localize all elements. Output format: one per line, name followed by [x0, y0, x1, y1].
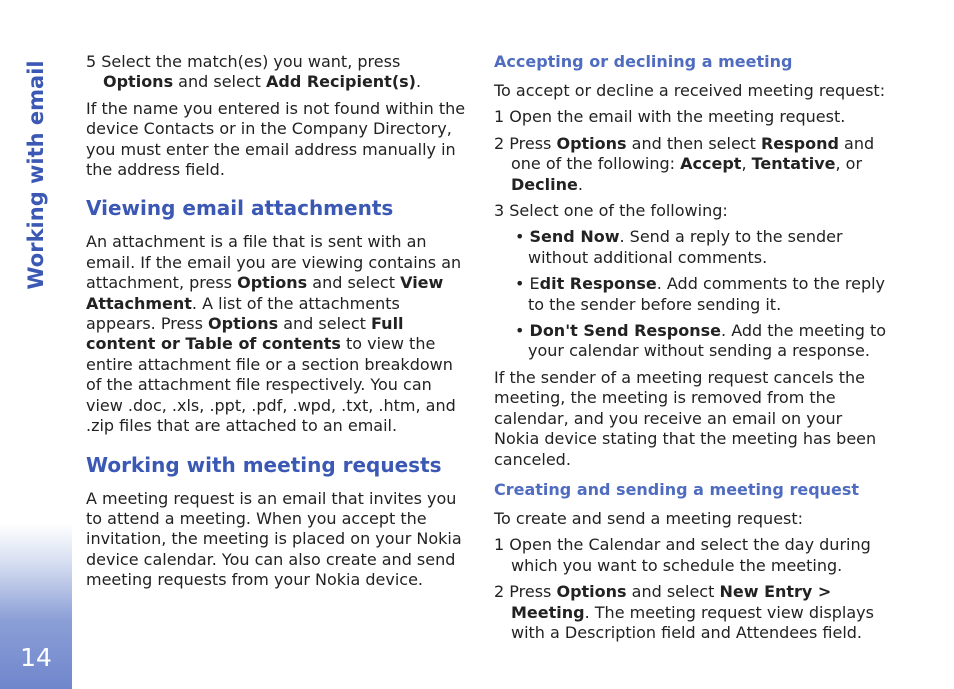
accept-step-2: 2 Press Options and then select Respond and one of the following: Accept, Tentative, or Decline. — [494, 133, 875, 194]
paragraph-attachments: An attachment is a file that is sent with an email. If the email you are viewing contains an attachment, press Options and select View Attachment. A list of the attachments appears. Press Options and select Full content or Table of contents to view the entire attachment file or a section breakdown of the attachment file respectively. You can view .doc, .xls, .ppt, .pdf, .wpd, .txt, .htm, and .zip files that are attached to an email. — [86, 232, 462, 436]
create-step-1: 1 Open the Calendar and select the day during which you want to schedule the meeting. — [494, 535, 871, 575]
create-step-2: 2 Press Options and select New Entry > Meeting. The meeting request view displays with a Description field and Attendees field. — [494, 582, 874, 642]
paragraph-cancel: If the sender of a meeting request cancels the meeting, the meeting is removed from the calendar, and you receive an email on your Nokia device stating that the meeting has been canceled. — [494, 367, 877, 469]
intro-accept: To accept or decline a received meeting request: — [494, 81, 886, 100]
bullet-send-now: • Send Now. Send a reply to the sender without additional comments. — [515, 227, 843, 267]
heading-meeting-requests: Working with meeting requests — [86, 452, 442, 477]
section-title: Working with email — [24, 60, 48, 290]
heading-accepting-declining: Accepting or declining a meeting — [494, 52, 793, 71]
paragraph-meeting-requests: A meeting request is an email that invites you to attend a meeting. When you accept the invitation, the meeting is placed on your Nokia device calendar. You can also create and send meeting requests from your Nokia device. — [86, 488, 462, 590]
heading-viewing-attachments: Viewing email attachments — [86, 196, 394, 221]
heading-creating-sending: Creating and sending a meeting request — [494, 479, 860, 499]
intro-create: To create and send a meeting request: — [494, 508, 804, 528]
step-5: 5 Select the match(es) you want, press Options and select Add Recipient(s). — [86, 52, 422, 92]
paragraph-not-found: If the name you entered is not found within the device Contacts or in the Company Directory, you must enter the email address manually in the address field. — [86, 98, 466, 180]
right-column — [494, 52, 890, 649]
bullet-edit-response: • Edit Response. Add comments to the reply to the sender before sending it. — [515, 274, 886, 314]
accept-step-1: 1 Open the email with the meeting request. — [494, 107, 846, 127]
page-number: 14 — [20, 643, 52, 672]
bullet-dont-send-response: • Don't Send Response. Add the meeting to your calendar without sending a response. — [515, 321, 887, 361]
accept-step-3: 3 Select one of the following: — [494, 201, 728, 221]
sidebar — [0, 0, 72, 689]
left-column — [86, 52, 470, 597]
